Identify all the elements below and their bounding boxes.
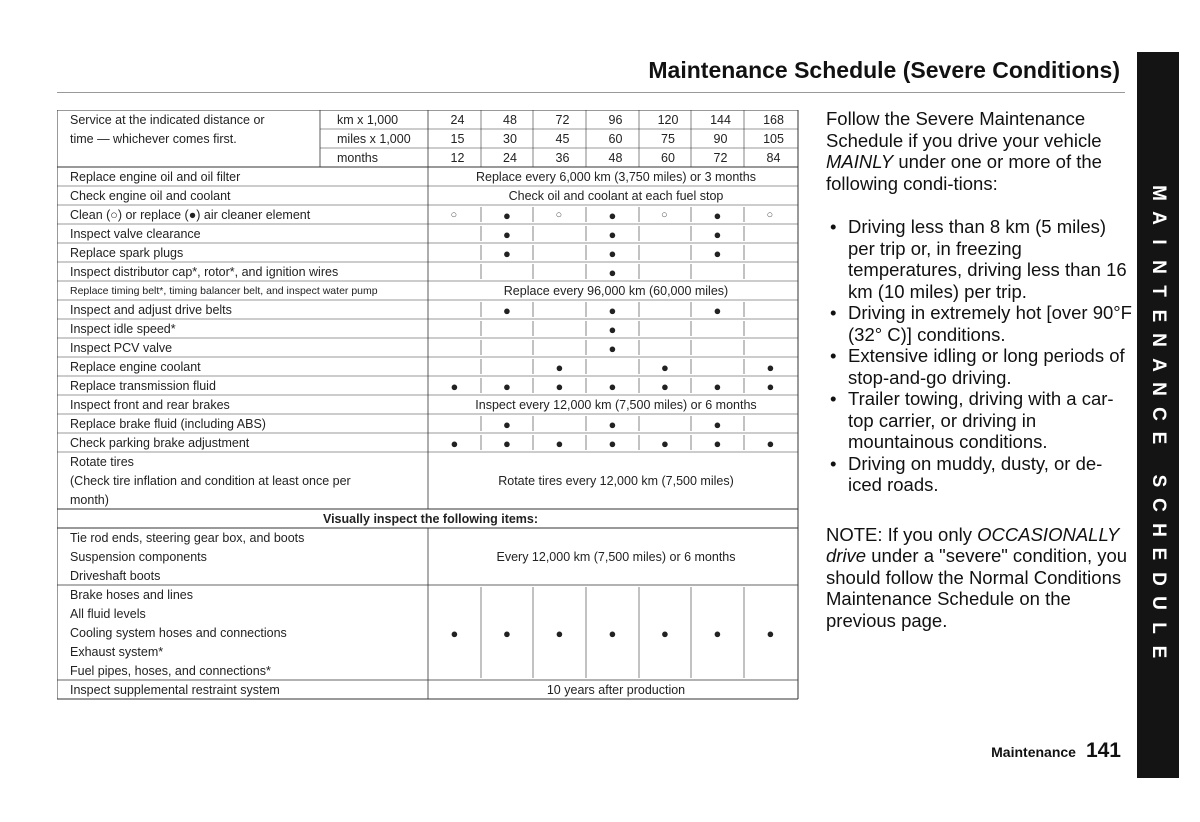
inspect-item: Exhaust system*	[70, 645, 164, 659]
interval-value: 24	[503, 151, 517, 165]
service-item: (Check tire inflation and condition at least once per	[70, 474, 351, 488]
interval-value: 15	[450, 132, 465, 146]
condition-text: Driving less than 8 km (5 miles) per trip or, in freezing temperatures, driving less than 16 km (10 miles) per trip.	[848, 216, 1127, 302]
service-mark-icon: ●	[503, 626, 511, 641]
unit-label: months	[337, 151, 378, 165]
side-tab-letter: N	[1148, 259, 1169, 274]
service-mark-icon: ●	[766, 360, 775, 375]
interval-value: 60	[661, 151, 675, 165]
service-item: Replace engine oil and oil filter	[70, 170, 241, 184]
service-mark-icon: ●	[713, 246, 722, 261]
service-mark-icon: ●	[450, 436, 459, 451]
condition-item	[826, 302, 1136, 345]
condition-item	[826, 388, 1136, 453]
side-tab-letter: N	[1148, 333, 1169, 347]
service-item: Inspect distributor cap*, rotor*, and ignition wires	[70, 265, 339, 279]
interval-value: 105	[763, 132, 784, 146]
inspect-item: Driveshaft boots	[70, 569, 161, 583]
service-mark-icon: ●	[608, 208, 617, 223]
service-header: time — whichever comes first.	[70, 132, 237, 146]
side-tab-letter: S	[1148, 474, 1169, 487]
clean-mark-icon: ○	[766, 209, 774, 221]
side-tab-letter: U	[1148, 596, 1169, 610]
interval-value: 48	[608, 151, 623, 165]
condition-text: Trailer towing, driving with a car-top carrier, or driving in mountainous conditions.	[848, 388, 1114, 452]
service-mark-icon: ●	[766, 436, 775, 451]
service-mark-icon: ●	[503, 208, 511, 223]
service-mark-icon: ●	[608, 379, 617, 394]
inspect-item: Fuel pipes, hoses, and connections*	[70, 664, 271, 678]
interval-value: 12	[450, 151, 465, 165]
bullet-icon: •	[830, 388, 837, 409]
page-number: 141	[1085, 739, 1121, 762]
service-mark-icon: ●	[503, 379, 511, 394]
unit-label: km x 1,000	[337, 113, 399, 127]
service-item: Inspect supplemental restraint system	[70, 683, 280, 697]
explanation-column	[826, 108, 1136, 631]
service-item: Check parking brake adjustment	[70, 436, 250, 450]
bullet-icon: •	[830, 452, 837, 474]
note-emphasis: OCCASIONALLY drive	[826, 523, 1120, 566]
title-rule	[57, 92, 1125, 93]
note-text-a: NOTE: If you only	[826, 523, 978, 545]
visual-inspect-header: Visually inspect the following items:	[322, 512, 539, 526]
service-item: Replace brake fluid (including ABS)	[70, 417, 266, 431]
interval-value: 84	[766, 151, 781, 165]
side-tab-letter: C	[1148, 498, 1169, 512]
interval-note: Replace every 6,000 km (3,750 miles) or 3 months	[476, 170, 756, 184]
service-mark-icon: ●	[608, 626, 617, 641]
conditions-list	[826, 216, 1136, 496]
interval-value: 72	[555, 113, 570, 127]
interval-value: 72	[713, 151, 728, 165]
service-item: Replace spark plugs	[70, 246, 184, 260]
service-mark-icon: ●	[503, 436, 511, 451]
service-mark-icon: ●	[713, 417, 722, 432]
section-side-tab	[1137, 52, 1179, 778]
interval-value: 24	[450, 113, 465, 127]
service-mark-icon: ●	[713, 379, 722, 394]
service-item: Replace transmission fluid	[70, 379, 216, 393]
side-tab-letter: H	[1148, 522, 1169, 537]
maintenance-table-text	[60, 111, 800, 702]
service-mark-icon: ●	[555, 626, 564, 641]
bullet-icon: •	[830, 345, 837, 366]
unit-label: miles x 1,000	[337, 132, 411, 146]
service-mark-icon: ●	[713, 208, 722, 223]
service-mark-icon: ●	[450, 379, 459, 394]
service-mark-icon: ●	[713, 303, 722, 318]
interval-note: Rotate tires every 12,000 km (7,500 miles)	[498, 474, 734, 488]
service-mark-icon: ●	[608, 303, 617, 318]
service-mark-icon: ●	[503, 417, 511, 432]
service-item: Replace timing belt*, timing balancer belt, and inspect water pump	[70, 285, 378, 297]
interval-note: 10 years after production	[546, 683, 686, 697]
interval-value: 30	[503, 132, 517, 146]
note-text-b: under a "severe" condition, you should follow the Normal Conditions Maintenance Schedule on the previous page.	[826, 545, 1128, 631]
inspect-item: Brake hoses and lines	[70, 588, 193, 602]
intro-emphasis: MAINLY	[826, 151, 894, 172]
service-mark-icon: ●	[661, 626, 669, 641]
inspect-item: All fluid levels	[70, 607, 146, 621]
service-mark-icon: ●	[608, 417, 617, 432]
service-mark-icon: ●	[661, 436, 669, 451]
clean-mark-icon: ○	[450, 209, 458, 221]
interval-value: 144	[710, 113, 731, 127]
side-tab-letter: D	[1148, 571, 1169, 586]
service-item: Check engine oil and coolant	[70, 189, 231, 203]
interval-value: 168	[763, 113, 784, 127]
condition-text: Driving on muddy, dusty, or de-iced roads.	[848, 452, 1103, 495]
service-mark-icon: ●	[713, 227, 722, 242]
page-footer	[991, 739, 1121, 763]
service-mark-icon: ●	[608, 265, 617, 280]
note-paragraph	[826, 524, 1136, 632]
service-item: Replace engine coolant	[70, 360, 201, 374]
service-header: Service at the indicated distance or	[70, 113, 265, 127]
service-mark-icon: ●	[713, 436, 722, 451]
interval-value: 60	[608, 132, 623, 146]
condition-item	[826, 453, 1136, 496]
interval-note: Every 12,000 km (7,500 miles) or 6 months	[496, 550, 736, 564]
service-mark-icon: ●	[661, 379, 669, 394]
side-tab-letter: M	[1148, 185, 1169, 201]
interval-value: 75	[661, 132, 675, 146]
service-mark-icon: ●	[608, 246, 617, 261]
condition-text: Extensive idling or long periods of stop-and-go driving.	[848, 345, 1125, 388]
service-mark-icon: ●	[503, 227, 511, 242]
service-item: month)	[70, 493, 109, 507]
service-mark-icon: ●	[555, 436, 564, 451]
service-mark-icon: ●	[503, 246, 511, 261]
interval-value: 120	[657, 113, 679, 127]
service-item: Clean (○) or replace (●) air cleaner element	[70, 208, 311, 222]
service-item: Inspect PCV valve	[70, 341, 173, 355]
service-mark-icon: ●	[608, 341, 617, 356]
clean-mark-icon: ○	[661, 209, 668, 221]
interval-value: 36	[555, 151, 570, 165]
condition-item	[826, 345, 1136, 388]
service-mark-icon: ●	[661, 360, 669, 375]
intro-paragraph	[826, 108, 1136, 194]
interval-note: Check oil and coolant at each fuel stop	[508, 189, 724, 203]
side-tab-letter: A	[1148, 210, 1169, 225]
interval-value: 90	[713, 132, 728, 146]
side-tab-letter: E	[1148, 431, 1169, 445]
bullet-icon: •	[830, 302, 837, 323]
interval-note: Replace every 96,000 km (60,000 miles)	[503, 284, 729, 298]
inspect-item: Suspension components	[70, 550, 207, 564]
interval-note: Inspect every 12,000 km (7,500 miles) or 6 months	[475, 398, 757, 412]
service-mark-icon: ●	[608, 322, 617, 337]
condition-item	[826, 216, 1136, 302]
intro-text-a: Follow the Severe Maintenance Schedule if you drive your vehicle	[826, 108, 1102, 151]
inspect-item: Tie rod ends, steering gear box, and boots	[70, 531, 305, 545]
service-mark-icon: ●	[450, 626, 459, 641]
side-tab-letter: N	[1148, 382, 1169, 396]
service-mark-icon: ●	[608, 227, 617, 242]
bullet-icon: •	[830, 216, 837, 237]
service-mark-icon: ●	[766, 626, 775, 641]
clean-mark-icon: ○	[555, 209, 563, 221]
service-item: Rotate tires	[70, 455, 134, 469]
inspect-item: Cooling system hoses and connections	[70, 626, 287, 640]
side-tab-letter: T	[1148, 285, 1169, 297]
service-mark-icon: ●	[503, 303, 511, 318]
interval-value: 96	[608, 113, 623, 127]
service-mark-icon: ●	[555, 379, 564, 394]
side-tab-letter: E	[1148, 645, 1169, 659]
side-tab-letter: C	[1148, 406, 1169, 421]
service-mark-icon: ●	[608, 436, 617, 451]
side-tab-letter: E	[1148, 547, 1169, 561]
intro-text-b: under one or more of the following condi-tions:	[826, 151, 1102, 194]
service-mark-icon: ●	[555, 360, 564, 375]
service-item: Inspect idle speed*	[70, 322, 176, 336]
side-tab-letter: L	[1148, 621, 1169, 634]
interval-value: 48	[503, 113, 517, 127]
service-mark-icon: ●	[713, 626, 722, 641]
side-tab-letter: A	[1148, 357, 1169, 372]
service-item: Inspect front and rear brakes	[70, 398, 230, 412]
service-mark-icon: ●	[766, 379, 775, 394]
side-tab-letter: E	[1148, 309, 1169, 322]
interval-value: 45	[555, 132, 570, 146]
side-tab-letter: I	[1148, 239, 1169, 245]
condition-text: Driving in extremely hot [over 90°F (32° C)] conditions.	[848, 302, 1132, 345]
service-item: Inspect valve clearance	[70, 227, 201, 241]
page-title: Maintenance Schedule (Severe Conditions)	[648, 57, 1120, 83]
footer-section: Maintenance	[991, 744, 1076, 760]
service-item: Inspect and adjust drive belts	[70, 303, 232, 317]
